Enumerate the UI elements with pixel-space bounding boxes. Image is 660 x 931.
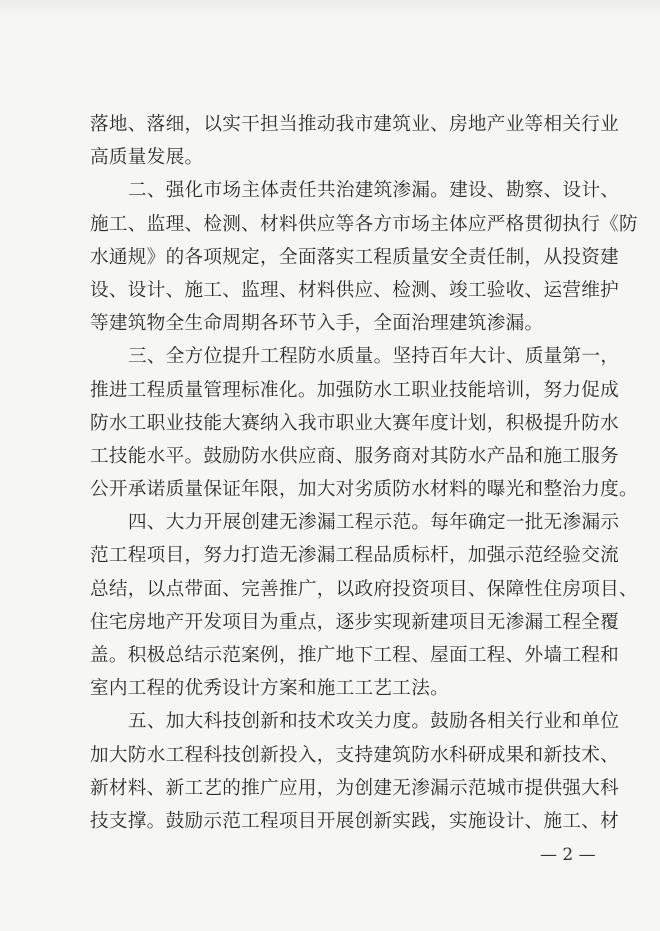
text-line: 防水工职业技能大赛纳入我市职业大赛年度计划，积极提升防水 [90, 412, 620, 434]
text-line: 推进工程质量管理标准化。加强防水工职业技能培训，努力促成 [90, 379, 620, 401]
text-line: 住宅房地产开发项目为重点，逐步实现新建项目无渗漏工程全覆 [90, 611, 620, 633]
text-line: 高质量发展。 [90, 147, 204, 169]
text-line: 等建筑物全生命周期各环节入手，全面治理建筑渗漏。 [90, 313, 544, 335]
section-heading-line: 二、强化市场主体责任共治建筑渗漏。建设、勘察、设计、 [128, 180, 620, 202]
text-line: 加大防水工程科技创新投入，支持建筑防水科研成果和新技术、 [90, 744, 620, 766]
text-line: 施工、监理、检测、材料供应等各方市场主体应严格贯彻执行《防 [90, 213, 638, 235]
text-line: 范工程项目，努力打造无渗漏工程品质标杆，加强示范经验交流 [90, 545, 620, 567]
text-line: 设、设计、施工、监理、材料供应、检测、竣工验收、运营维护 [90, 279, 620, 301]
text-line: 总结，以点带面、完善推广，以政府投资项目、保障性住房项目、 [90, 578, 638, 600]
page-number: — 2 — [540, 845, 596, 865]
text-line: 室内工程的优秀设计方案和施工工艺工法。 [90, 678, 449, 700]
paragraph-section-5 [90, 705, 620, 838]
document-body [90, 108, 638, 838]
paragraph-section-4 [90, 506, 638, 705]
text-line: 盖。积极总结示范案例，推广地下工程、屋面工程、外墙工程和 [90, 645, 620, 666]
section-heading-line: 四、大力开展创建无渗漏工程示范。每年确定一批无渗漏示 [128, 512, 620, 534]
text-line: 新材料、新工艺的推广应用，为创建无渗漏示范城市提供强大科 [90, 777, 620, 799]
paragraph-continuation [90, 108, 620, 174]
paragraph-section-2 [90, 174, 638, 340]
text-line: 落地、落细，以实干担当推动我市建筑业、房地产业等相关行业 [90, 114, 620, 135]
section-heading-line: 三、全方位提升工程防水质量。坚持百年大计、质量第一， [128, 346, 620, 368]
section-heading-line: 五、加大科技创新和技术攻关力度。鼓励各相关行业和单位 [128, 711, 620, 733]
scan-top-shading [0, 0, 660, 18]
paragraph-section-3 [90, 340, 638, 506]
text-line: 技支撑。鼓励示范工程项目开展创新实践，实施设计、施工、材 [90, 810, 620, 832]
text-line: 公开承诺质量保证年限，加大对劣质防水材料的曝光和整治力度。 [90, 479, 638, 501]
text-line: 工技能水平。鼓励防水供应商、服务商对其防水产品和施工服务 [90, 445, 620, 467]
text-line: 水通规》的各项规定，全面落实工程质量安全责任制，从投资建 [90, 246, 620, 268]
